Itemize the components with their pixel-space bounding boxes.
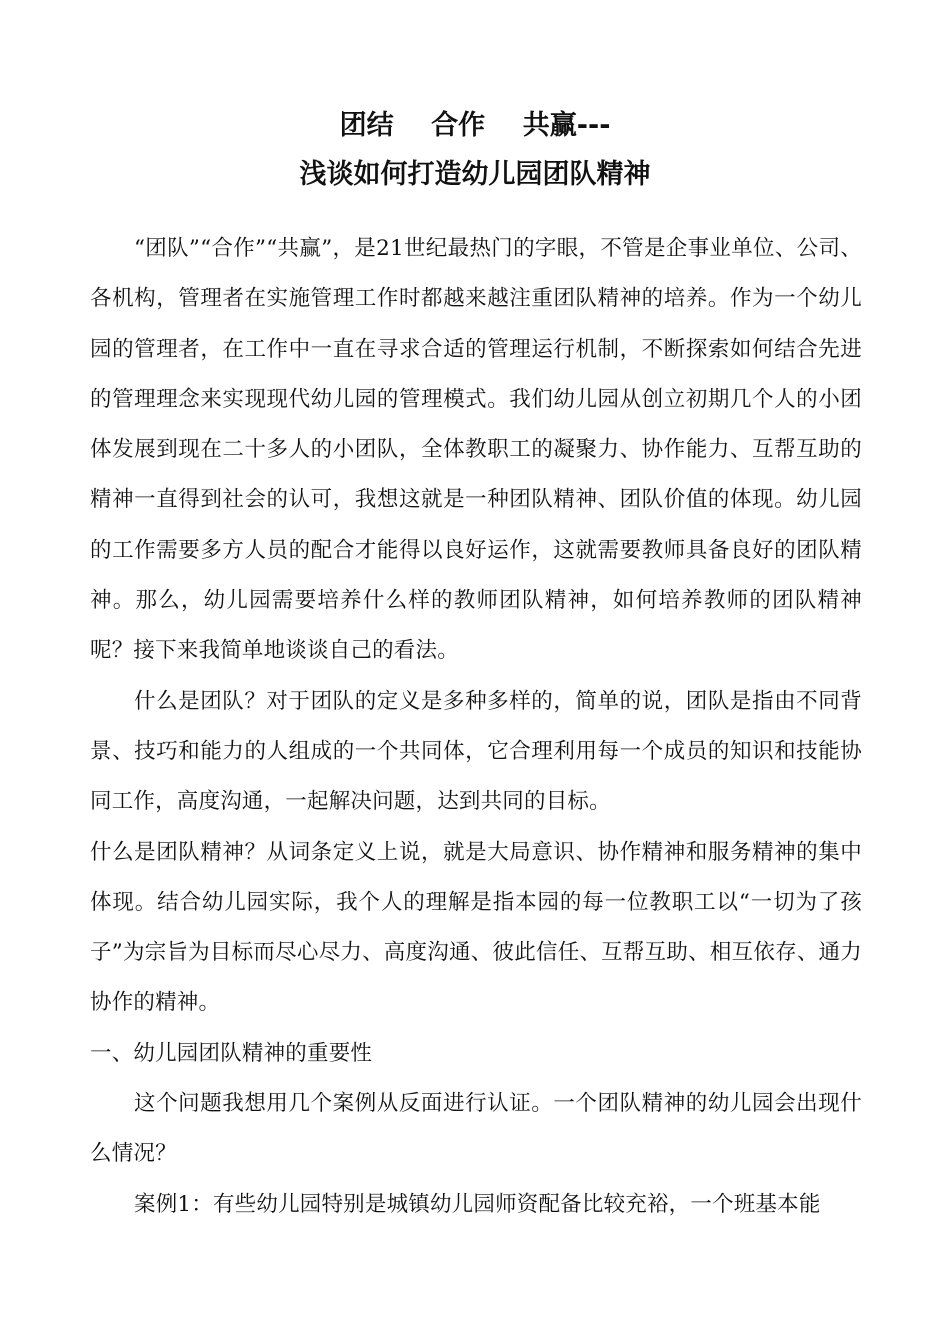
document-title: 团结 合作 共赢---: [339, 110, 611, 141]
section-intro-paragraph: 这个问题我想用几个案例从反面进行认证。一个团队精神的幼儿园会出现什么情况？: [90, 1091, 862, 1167]
team-spirit-definition-paragraph: 什么是团队精神？从词条定义上说，就是大局意识、协作精神和服务精神的集中体现。结合幼儿园实际，我个人的理解是指本园的每一位教职工以“一切为了孩子”为宗旨为目标而尽心尽力、高度沟通、彼此信任、互帮互助、相互依存、通力协作的精神。: [90, 839, 862, 1016]
section-heading: 一、幼儿园团队精神的重要性: [90, 1040, 373, 1066]
document-subtitle: 浅谈如何打造幼儿园团队精神: [299, 159, 651, 190]
intro-paragraph: “团队”“合作”“共赢”，是21世纪最热门的字眼，不管是企事业单位、公司、各机构，管理者在实施管理工作时都越来越注重团队精神的培养。作为一个幼儿园的管理者，在工作中一直在寻求合适的管理运行机制，不断探索如何结合先进的管理理念来实现现代幼儿园的管理模式。我们幼儿园从创立初期几个人的小团体发展到现在二十多人的小团队，全体教职工的凝聚力、协作能力、互帮互助的精神一直得到社会的认可，我想这就是一种团队精神、团队价值的体现。幼儿园的工作需要多方人员的配合才能得以良好运作，这就需要教师具备良好的团队精神。那么，幼儿园需要培养什么样的教师团队精神，如何培养教师的团队精神呢？接下来我简单地谈谈自己的看法。: [90, 236, 862, 664]
case-paragraph: 案例1：有些幼儿园特别是城镇幼儿园师资配备比较充裕，一个班基本能: [134, 1191, 821, 1217]
team-definition-paragraph: 什么是团队？对于团队的定义是多种多样的，简单的说，团队是指由不同背景、技巧和能力的人组成的一个共同体，它合理利用每一个成员的知识和技能协同工作，高度沟通，一起解决问题，达到共同的目标。: [90, 688, 862, 815]
document-body: [90, 224, 862, 1230]
